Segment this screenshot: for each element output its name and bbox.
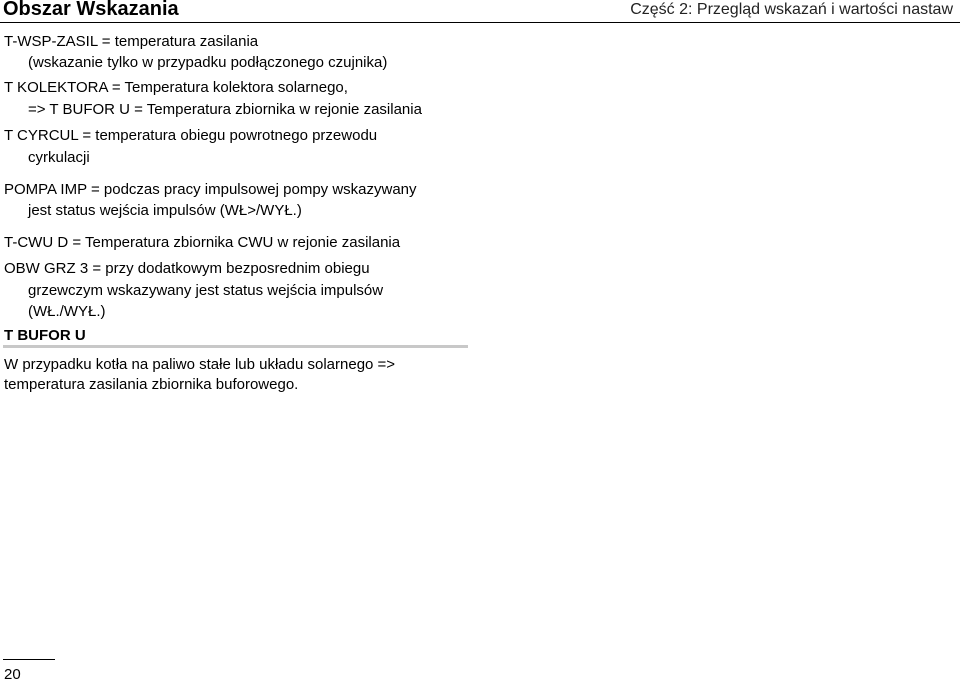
entry-line: POMPA IMP = podczas pracy impulsowej pompy wskazywany xyxy=(4,181,417,198)
header-divider xyxy=(0,22,960,23)
entry-line: => T BUFOR U = Temperatura zbiornika w rejonie zasilania xyxy=(28,101,422,118)
entry-line: grzewczym wskazywany jest status wejścia impulsów xyxy=(28,282,384,299)
footer-divider xyxy=(3,659,55,660)
page-title: Obszar Wskazania xyxy=(3,0,179,20)
subsection-line: temperatura zasilania zbiornika buforowego. xyxy=(4,376,299,393)
page-header xyxy=(0,0,960,24)
entry-line: T KOLEKTORA = Temperatura kolektora solarnego, xyxy=(4,79,348,96)
entry-line: cyrkulacji xyxy=(28,149,90,166)
entry-line: (wskazanie tylko w przypadku podłączonego czujnika) xyxy=(28,54,388,71)
section-title: Część 2: Przegląd wskazań i wartości nastaw xyxy=(630,1,953,18)
subsection-divider xyxy=(3,345,468,348)
subsection-heading: T BUFOR U xyxy=(4,327,86,344)
entry-line: (WŁ./WYŁ.) xyxy=(28,303,106,320)
entry-line: T-CWU D = Temperatura zbiornika CWU w rejonie zasilania xyxy=(4,234,401,251)
subsection-line: W przypadku kotła na paliwo stałe lub układu solarnego => xyxy=(4,356,396,373)
entry-line: OBW GRZ 3 = przy dodatkowym bezposrednim obiegu xyxy=(4,260,370,277)
entry-line: T CYRCUL = temperatura obiegu powrotnego przewodu xyxy=(4,127,378,144)
entry-line: jest status wejścia impulsów (WŁ>/WYŁ.) xyxy=(28,202,302,219)
page-number: 20 xyxy=(4,666,21,683)
entry-line: T-WSP-ZASIL = temperatura zasilania xyxy=(4,33,259,50)
